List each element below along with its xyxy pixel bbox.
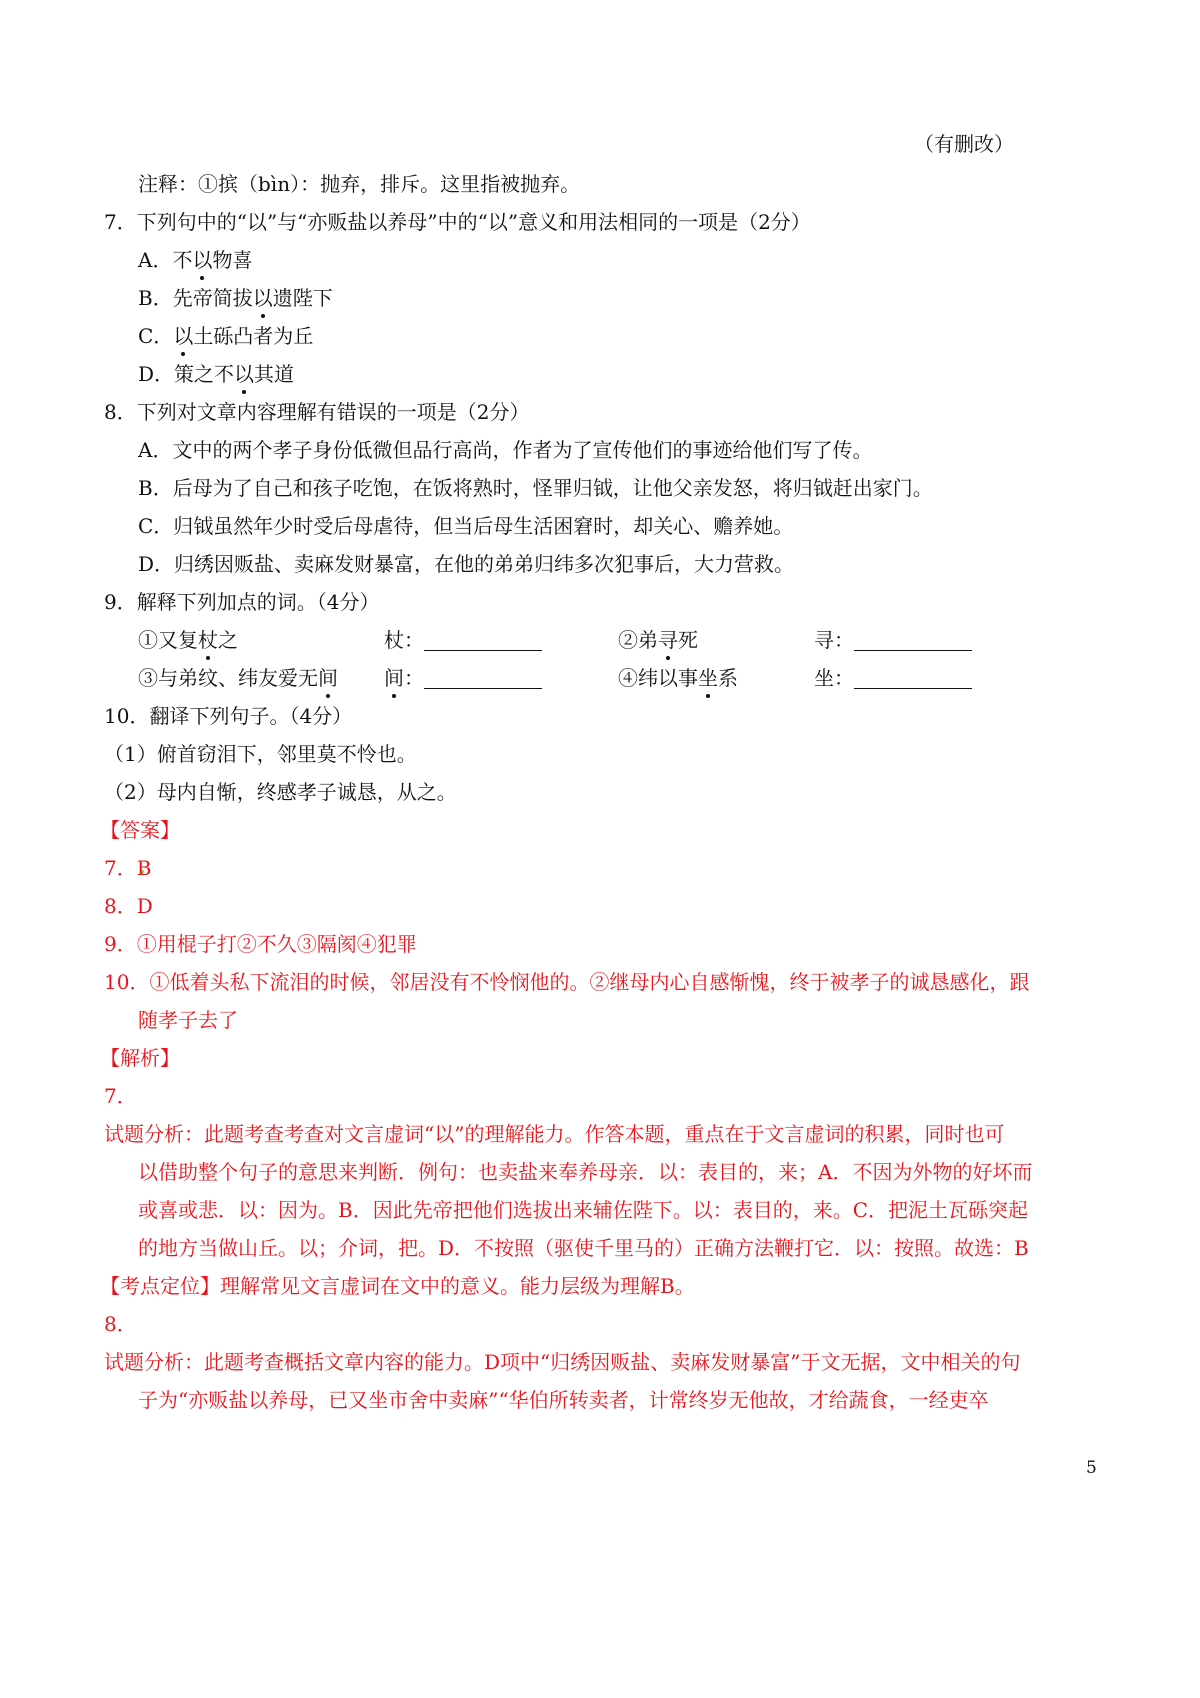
page-number: 5: [1086, 1458, 1097, 1478]
analysis-8-line-2: 子为“亦贩盐以养母，已又坐市舍中卖麻”“华伯所转卖者，计常终岁无他故，才给蔬食，一经吏卒: [138, 1388, 989, 1412]
q9-answer-2: [814, 626, 972, 654]
item-text: ①又复: [138, 628, 198, 652]
keypoint-text: 理解常见文言虚词在文中的意义。能力层级为理解B。: [220, 1274, 695, 1298]
source-note: （有删改）: [914, 132, 1014, 156]
answer-10-line-2: 随孝子去了: [138, 1008, 238, 1032]
q10-stem: 10．翻译下列句子。（4分）: [104, 704, 353, 728]
item-text: ④纬以事: [618, 666, 698, 690]
q7-option-a: [138, 246, 252, 274]
item-text: 系: [718, 666, 738, 690]
analysis-7-line-3: 或喜或悲．以：因为。B．因此先帝把他们选拔出来辅佐陛下。以：表目的，来。C．把泥土瓦砾突起: [138, 1198, 1028, 1222]
answer-8: 8．D: [104, 894, 153, 918]
q7-option-c: [138, 322, 313, 350]
annotation: 注释：①摈（bìn）：抛弃，排斥。这里指被抛弃。: [138, 172, 581, 196]
q8-option-a: A．文中的两个孝子身份低微但品行高尚，作者为了宣传他们的事迹给他们写了传。: [138, 438, 873, 462]
dotted-word: 以: [192, 248, 213, 272]
answer-label: 寻: [814, 628, 834, 652]
dotted-word: 寻: [658, 628, 678, 652]
option-text: 土砾凸者为丘: [193, 324, 314, 348]
dotted-word: 以: [252, 286, 273, 310]
analysis-7-number: 7．: [104, 1084, 137, 1108]
q9-answer-1: [384, 626, 542, 654]
q7-option-d: [138, 360, 294, 388]
option-text: A．不: [138, 248, 193, 272]
option-text: 物喜: [212, 248, 253, 272]
dotted-word: 以: [173, 324, 194, 348]
answer-blank[interactable]: [854, 666, 972, 689]
dotted-word: 间: [318, 666, 338, 690]
answer-label: 坐: [814, 666, 834, 690]
answer-label: 杖: [384, 628, 404, 652]
dotted-word: 坐: [698, 666, 718, 690]
item-text: 之: [218, 628, 238, 652]
answer-blank[interactable]: [854, 628, 972, 651]
keypoint-tag: 【考点定位】: [100, 1274, 220, 1298]
keypoint-7: [100, 1272, 695, 1300]
answer-colon: ：: [404, 666, 424, 690]
q8-option-c: C．归钺虽然年少时受后母虐待，但当后母生活困窘时，却关心、赡养她。: [138, 514, 794, 538]
answer-colon: ：: [834, 628, 854, 652]
analysis-8-line-1: 试题分析：此题考查概括文章内容的能力。D项中“归绣因贩盐、卖麻发财暴富”于文无据，文中相关的句: [104, 1350, 1021, 1374]
answer-label: 间: [384, 666, 404, 690]
answer-blank[interactable]: [424, 666, 542, 689]
q8-option-d: D．归绣因贩盐、卖麻发财暴富，在他的弟弟归纬多次犯事后，大力营救。: [138, 552, 795, 576]
option-text: 遗陛下: [272, 286, 333, 310]
analysis-7-line-2: 以借助整个句子的意思来判断．例句：也卖盐来奉养母亲．以：表目的，来；A．不因为外物的好坏而: [138, 1160, 1033, 1184]
option-text: 其道: [254, 362, 295, 386]
answer-10-line-1: 10．①低着头私下流泪的时候，邻居没有不怜悯他的。②继母内心自感惭愧，终于被孝子的诚恳感化，跟: [104, 970, 1030, 994]
answer-7: 7．B: [104, 856, 152, 880]
analysis-header: 【解析】: [100, 1046, 180, 1070]
q7-option-b: [138, 284, 333, 312]
option-text: B．先帝简拔: [138, 286, 253, 310]
analysis-7-line-1: 试题分析：此题考查考查对文言虚词“以”的理解能力。作答本题，重点在于文言虚词的积累，同时也可: [104, 1122, 1005, 1146]
answer-colon: ：: [834, 666, 854, 690]
q9-item-1: [138, 626, 238, 654]
q9-item-4: [618, 664, 738, 692]
answer-9: 9．①用棍子打②不久③隔阂④犯罪: [104, 932, 417, 956]
answer-header: 【答案】: [100, 818, 180, 842]
q9-stem: 9．解释下列加点的词。（4分）: [104, 590, 380, 614]
answer-blank[interactable]: [424, 628, 542, 651]
dotted-word: 以: [234, 362, 255, 386]
q9-item-2: [618, 626, 698, 654]
answer-colon: ：: [404, 628, 424, 652]
item-text: ③与弟纹、纬友爱无: [138, 666, 318, 690]
dotted-word: 杖: [198, 628, 218, 652]
option-text: D．策之不: [138, 362, 235, 386]
q10-sentence-2: （2）母内自惭，终感孝子诚恳，从之。: [104, 780, 457, 804]
q9-item-3: [138, 664, 338, 692]
analysis-7-line-4: 的地方当做山丘。以；介词，把。D．不按照（驱使千里马的）正确方法鞭打它．以：按照。故选：B: [138, 1236, 1029, 1260]
option-text: C．: [138, 324, 174, 348]
q7-stem: 7．下列句中的“以”与“亦贩盐以养母”中的“以”意义和用法相同的一项是（2分）: [104, 210, 811, 234]
item-text: ②弟: [618, 628, 658, 652]
item-text: 死: [678, 628, 698, 652]
q9-answer-4: [814, 664, 972, 692]
q8-option-b: B．后母为了自己和孩子吃饱，在饭将熟时，怪罪归钺，让他父亲发怒，将归钺赶出家门。: [138, 476, 933, 500]
q10-sentence-1: （1）俯首窃泪下，邻里莫不怜也。: [104, 742, 417, 766]
q8-stem: 8．下列对文章内容理解有错误的一项是（2分）: [104, 400, 530, 424]
analysis-8-number: 8．: [104, 1312, 137, 1336]
q9-answer-3: [384, 664, 542, 692]
